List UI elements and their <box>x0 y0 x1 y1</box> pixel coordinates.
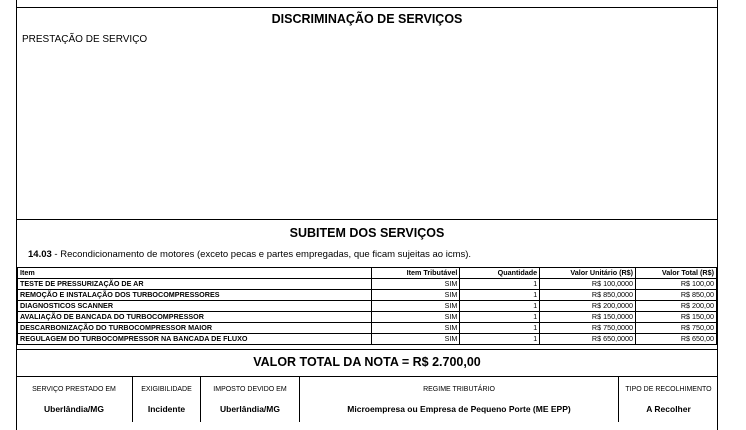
services-table <box>17 267 717 345</box>
cell-quantidade: 1 <box>460 312 540 323</box>
cell-tributavel: SIM <box>372 290 460 301</box>
subitem-line <box>28 249 471 260</box>
cell-item: TESTE DE PRESSURIZAÇÃO DE AR <box>18 279 372 290</box>
footer-imposto-devido-em <box>200 377 299 422</box>
cell-quantidade: 1 <box>460 301 540 312</box>
table-header-row <box>18 268 717 279</box>
cell-item: DESCARBONIZAÇÃO DO TURBOCOMPRESSOR MAIOR <box>18 323 372 334</box>
cell-valor-unitario: R$ 150,0000 <box>540 312 636 323</box>
total-divider <box>16 349 718 350</box>
cell-valor-unitario: R$ 100,0000 <box>540 279 636 290</box>
cell-quantidade: 1 <box>460 323 540 334</box>
cell-quantidade: 1 <box>460 279 540 290</box>
table-row <box>18 290 717 301</box>
column-header-quantidade: Quantidade <box>460 268 540 279</box>
cell-tributavel: SIM <box>372 279 460 290</box>
footer-regime-tributario <box>299 377 618 422</box>
cell-valor-total: R$ 150,00 <box>636 312 717 323</box>
top-border <box>16 7 718 8</box>
footer-label: EXIGIBILIDADE <box>141 386 192 393</box>
subitem-description: - Recondicionamento de motores (exceto pecas e partes empregadas, que ficam sujeitas ao icms). <box>51 249 472 260</box>
cell-valor-unitario: R$ 850,0000 <box>540 290 636 301</box>
cell-quantidade: 1 <box>460 290 540 301</box>
cell-valor-total: R$ 650,00 <box>636 334 717 345</box>
cell-item: AVALIAÇÃO DE BANCADA DO TURBOCOMPRESSOR <box>18 312 372 323</box>
discriminacao-title: DISCRIMINAÇÃO DE SERVIÇOS <box>271 12 463 26</box>
footer-value: Uberlândia/MG <box>220 404 280 414</box>
footer-label: REGIME TRIBUTÁRIO <box>423 386 495 393</box>
footer-servico-prestado-em <box>16 377 132 422</box>
cell-valor-unitario: R$ 750,0000 <box>540 323 636 334</box>
cell-item: DIAGNOSTICOS SCANNER <box>18 301 372 312</box>
table-row <box>18 301 717 312</box>
column-header-tributavel: Item Tributável <box>372 268 460 279</box>
footer-exigibilidade <box>132 377 200 422</box>
footer-label: IMPOSTO DEVIDO EM <box>213 386 287 393</box>
column-header-valor-total: Valor Total (R$) <box>636 268 717 279</box>
cell-quantidade: 1 <box>460 334 540 345</box>
valor-total-nota: VALOR TOTAL DA NOTA = R$ 2.700,00 <box>253 355 481 369</box>
table-row <box>18 323 717 334</box>
subitem-title: SUBITEM DOS SERVIÇOS <box>289 226 445 240</box>
table-row <box>18 312 717 323</box>
cell-tributavel: SIM <box>372 301 460 312</box>
section-divider <box>16 219 718 220</box>
column-header-valor-unitario: Valor Unitário (R$) <box>540 268 636 279</box>
footer-tipo-recolhimento <box>618 377 718 422</box>
cell-tributavel: SIM <box>372 323 460 334</box>
column-header-item: Item <box>18 268 372 279</box>
footer-value: Uberlândia/MG <box>44 404 104 414</box>
cell-tributavel: SIM <box>372 312 460 323</box>
footer-value: A Recolher <box>646 404 691 414</box>
cell-valor-total: R$ 100,00 <box>636 279 717 290</box>
table-row <box>18 279 717 290</box>
cell-valor-unitario: R$ 650,0000 <box>540 334 636 345</box>
subitem-code: 14.03 <box>28 249 52 260</box>
discriminacao-text: PRESTAÇÃO DE SERVIÇO <box>22 34 148 45</box>
footer-value: Incidente <box>147 404 186 414</box>
cell-item: REGULAGEM DO TURBOCOMPRESSOR NA BANCADA DE FLUXO <box>18 334 372 345</box>
footer-label: TIPO DE RECOLHIMENTO <box>625 386 712 393</box>
footer-value: Microempresa ou Empresa de Pequeno Porte (ME EPP) <box>347 404 571 414</box>
footer-info-bar <box>16 376 718 421</box>
cell-valor-total: R$ 750,00 <box>636 323 717 334</box>
cell-tributavel: SIM <box>372 334 460 345</box>
cell-valor-unitario: R$ 200,0000 <box>540 301 636 312</box>
cell-valor-total: R$ 200,00 <box>636 301 717 312</box>
footer-label: SERVIÇO PRESTADO EM <box>32 386 116 393</box>
cell-item: REMOÇÃO E INSTALAÇÃO DOS TURBOCOMPRESSORES <box>18 290 372 301</box>
cell-valor-total: R$ 850,00 <box>636 290 717 301</box>
table-row <box>18 334 717 345</box>
